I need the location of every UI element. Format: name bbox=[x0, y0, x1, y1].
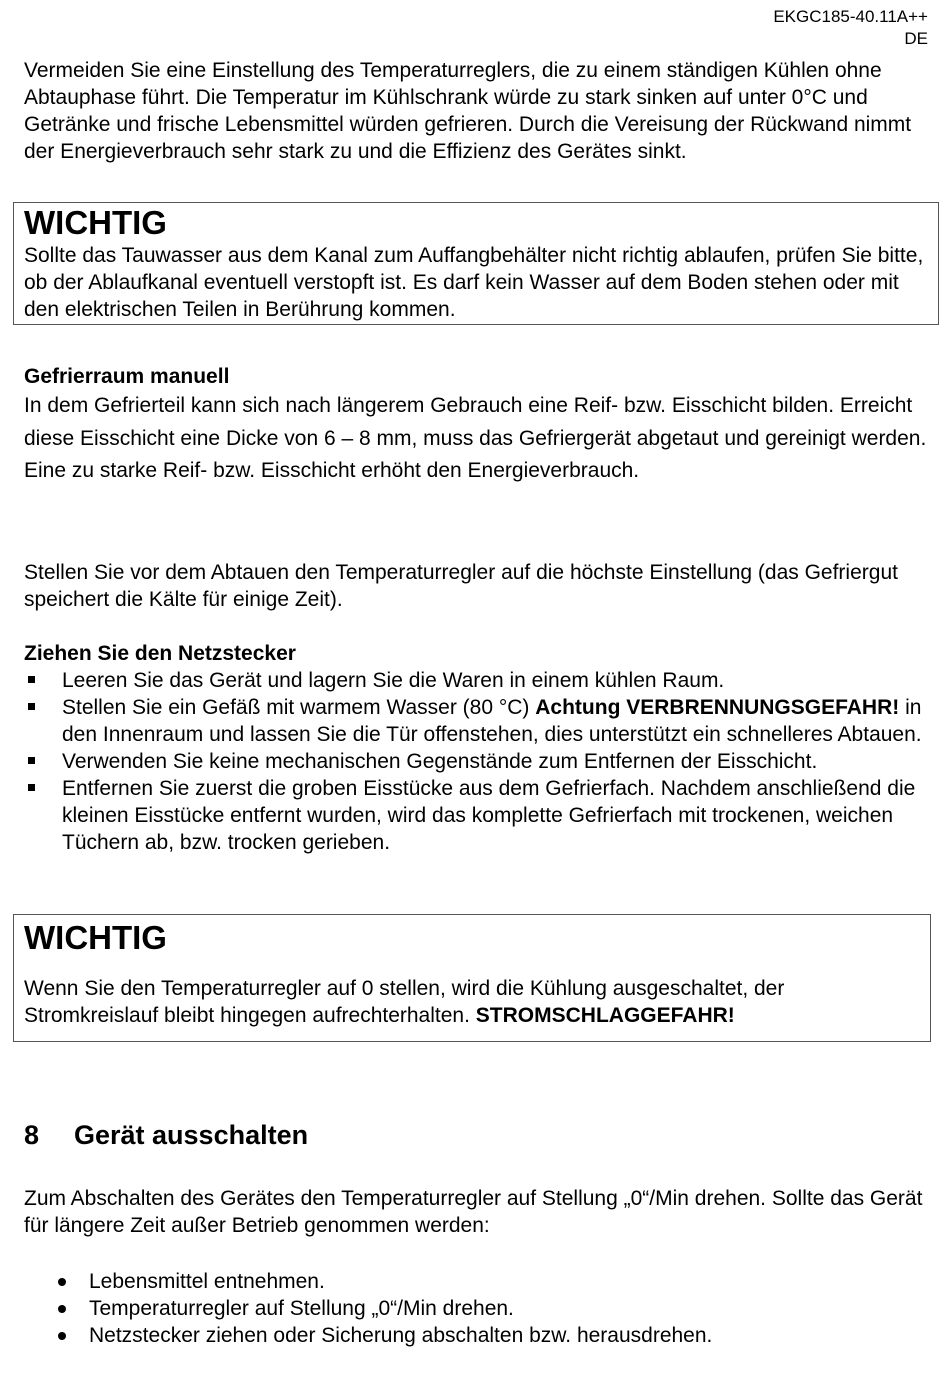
burn-warning: Achtung VERBRENNUNGSGEFAHR! bbox=[535, 696, 900, 719]
language-code: DE bbox=[904, 29, 928, 48]
freezer-section bbox=[24, 363, 929, 488]
intro-paragraph: Vermeiden Sie eine Einstellung des Temperaturreglers, die zu einem ständigen Kühlen ohne Abtauphase führt. Die Temperatur im Kühlschrank würde zu stark sinken auf unter 0°C und Getränke und frische Lebensmittel würden gefrieren. Durch die Vereisung der Rückwand nimmt der Energieverbrauch sehr stark zu und die Effizienz des Gerätes sinkt. bbox=[24, 59, 912, 163]
document-header bbox=[773, 6, 928, 50]
list-item: Temperaturregler auf Stellung „0“/Min drehen. bbox=[24, 1295, 929, 1322]
notice-title: WICHTIG bbox=[24, 919, 167, 956]
unplug-section bbox=[24, 640, 929, 856]
unplug-list bbox=[24, 667, 929, 856]
list-item: Leeren Sie das Gerät und lagern Sie die Waren in einem kühlen Raum. bbox=[24, 667, 929, 694]
section-title: Gerät ausschalten bbox=[74, 1120, 309, 1150]
section-intro: Zum Abschalten des Gerätes den Temperaturregler auf Stellung „0“/Min drehen. Sollte das Gerät für längere Zeit außer Betrieb genommen werden: bbox=[24, 1187, 923, 1237]
list-item: Netzstecker ziehen oder Sicherung abschalten bzw. herausdrehen. bbox=[24, 1322, 929, 1349]
thaw-paragraph: Stellen Sie vor dem Abtauen den Temperaturregler auf die höchste Einstellung (das Gefriergut speichert die Kälte für einige Zeit). bbox=[24, 561, 898, 611]
freezer-text: In dem Gefrierteil kann sich nach längerem Gebrauch eine Reif- bzw. Eisschicht bilden. Erreicht diese Eisschicht eine Dicke von 6 – 8 mm, muss das Gefriergerät abgetaut und gereinigt werden. Eine zu starke Reif- bzw. Eisschicht erhöht den Energieverbrauch. bbox=[24, 394, 927, 482]
unplug-heading: Ziehen Sie den Netzstecker bbox=[24, 642, 296, 665]
shutdown-steps bbox=[24, 1268, 929, 1349]
list-item: Lebensmittel entnehmen. bbox=[24, 1268, 929, 1295]
document-code: EKGC185-40.11A++ bbox=[773, 7, 928, 26]
notice-text: Wenn Sie den Temperaturregler auf 0 stellen, wird die Kühlung ausgeschaltet, der Stromkreislauf bleibt hingegen aufrechterhalten. STROMSCHLAGGEFAHR! bbox=[24, 977, 785, 1027]
notice-box-power bbox=[13, 914, 931, 1042]
section-number: 8 bbox=[24, 1120, 40, 1150]
notice-box-drain bbox=[13, 202, 939, 325]
shock-warning: STROMSCHLAGGEFAHR! bbox=[475, 1004, 735, 1027]
list-item: Entfernen Sie zuerst die groben Eisstücke aus dem Gefrierfach. Nachdem anschließend die kleinen Eisstücke entfernt wurden, wird das komplette Gefrierfach mit trockenen, weichen Tüchern ab, bzw. trocken gerieben. bbox=[24, 775, 929, 856]
list-item: Verwenden Sie keine mechanischen Gegenstände zum Entfernen der Eisschicht. bbox=[24, 748, 929, 775]
notice-title: WICHTIG bbox=[24, 204, 167, 241]
list-item: Stellen Sie ein Gefäß mit warmem Wasser (80 °C) Achtung VERBRENNUNGSGEFAHR! in den Innenraum und lassen Sie die Tür offenstehen, dies unterstützt ein schnelleres Abtauen. bbox=[24, 694, 929, 748]
freezer-heading: Gefrierraum manuell bbox=[24, 365, 230, 388]
notice-text: Sollte das Tauwasser aus dem Kanal zum Auffangbehälter nicht richtig ablaufen, prüfen Sie bitte, ob der Ablaufkanal eventuell verstopft ist. Es darf kein Wasser auf dem Boden stehen oder mit den elektrischen Teilen in Berührung kommen. bbox=[24, 244, 924, 321]
section-heading bbox=[24, 1119, 308, 1151]
